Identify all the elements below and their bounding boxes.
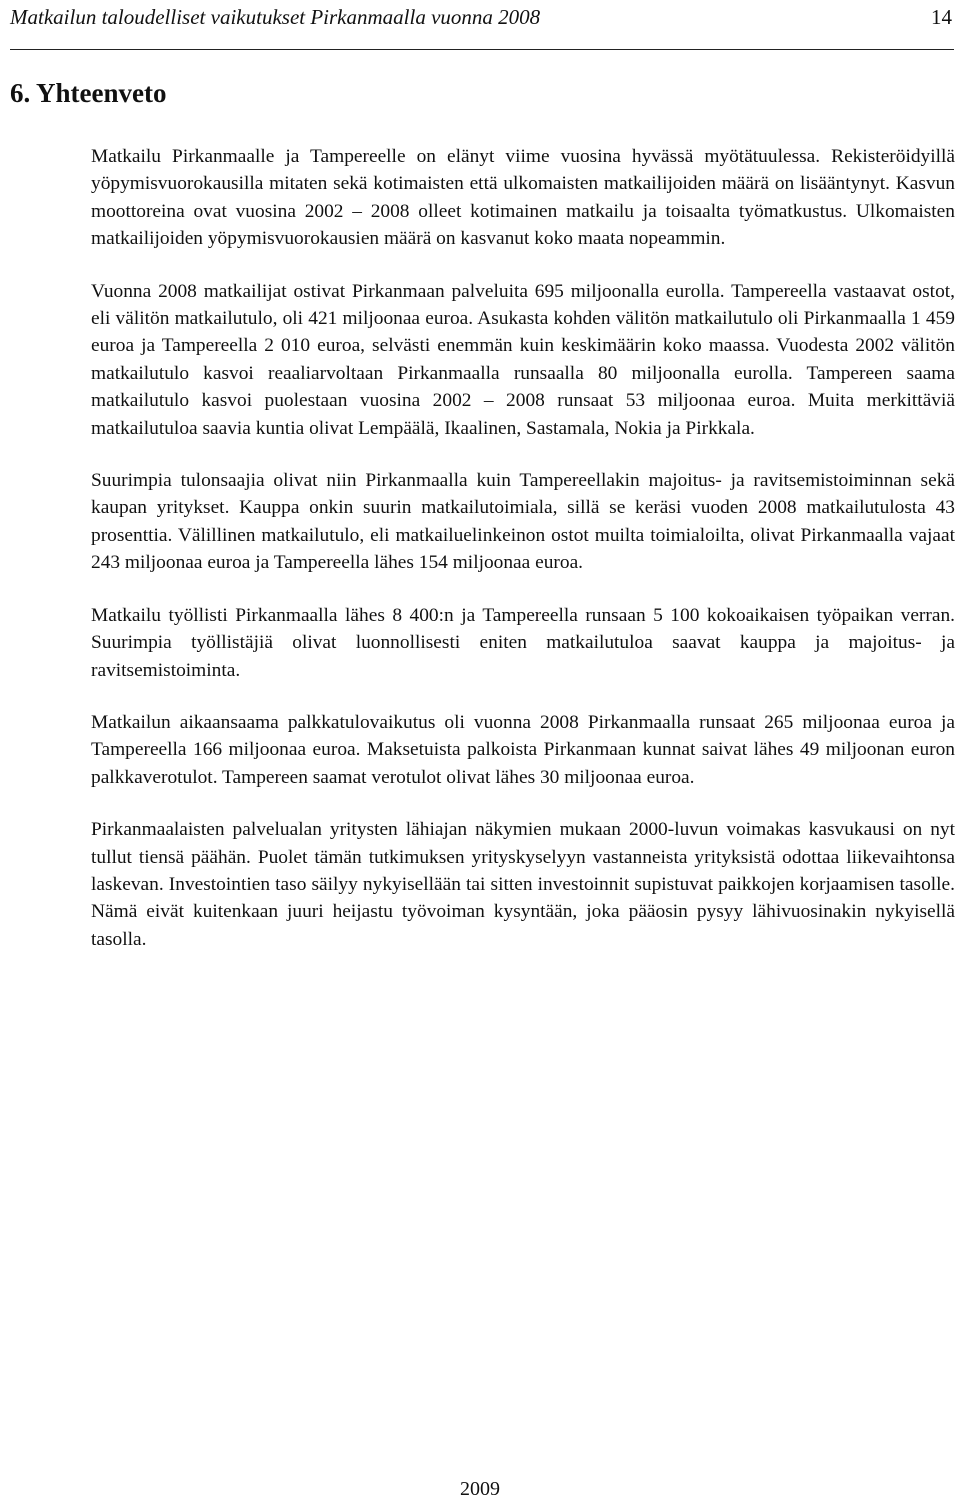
- paragraph: Matkailun aikaansaama palkkatulovaikutus oli vuonna 2008 Pirkanmaalla runsaat 265 miljoonaa euroa ja Tampereella 166 miljoonaa euroa. Maksetuista palkoista Pirkanmaan kunnat saivat lähes 49 miljoonan euron palkkaverotulot. Tampereen saamat verotulot olivat lähes 30 miljoonaa euroa.: [91, 711, 955, 788]
- body-text: [91, 143, 955, 978]
- running-header: [10, 2, 954, 50]
- paragraph: Suurimpia tulonsaajia olivat niin Pirkanmaalla kuin Tampereellakin majoitus- ja ravitsemistoiminnan sekä kaupan yritykset. Kauppa onkin suurin matkailutoimiala, sillä se keräsi vuoden 2008 matkailutulosta 43 prosenttia. Välillinen matkailutulo, eli matkailuelinkeinon ostot muilta toimialoilta, olivat Pirkanmaalla vajaat 243 miljoonaa euroa ja Tampereella lähes 154 miljoonaa euroa.: [91, 470, 955, 574]
- paragraph: Matkailu Pirkanmaalle ja Tampereelle on elänyt viime vuosina hyvässä myötätuulessa. Rekisteröidyillä yöpymisvuorokausilla mitaten sekä kotimaisten että ulkomaisten matkailijoiden määrä on lisääntynyt. Kasvun moottoreina ovat vuosina 2002 – 2008 olleet kotimainen matkailu ja toisaalta työmatkustus. Ulkomaisten matkailijoiden yöpymisvuorokausien määrä on kasvanut koko maata nopeammin.: [91, 146, 955, 250]
- footer-year: 2009: [460, 1478, 500, 1500]
- header-page-number: 14: [931, 5, 952, 29]
- paragraph: Vuonna 2008 matkailijat ostivat Pirkanmaan palveluita 695 miljoonalla eurolla. Tampereella vastaavat ostot, eli välitön matkailutulo, oli 421 miljoonaa euroa. Asukasta kohden välitön matkailutulo oli Pirkanmaalla 1 459 euroa ja Tampereella 2 010 euroa, selvästi enemmän kuin keskimäärin koko maassa. Vuodesta 2002 välitön matkailutulo kasvoi reaaliarvoltaan Pirkanmaalla runsaalla 80 miljoonalla eurolla. Tampereen saama matkailutulo kasvoi puolestaan vuosina 2002 – 2008 runsaat 53 miljoonaa euroa. Muita merkittäviä matkailutuloa saavia kuntia olivat Lempäälä, Ikaalinen, Sastamala, Nokia ja Pirkkala.: [91, 280, 955, 439]
- section-heading: 6. Yhteenveto: [10, 78, 167, 108]
- paragraph: Pirkanmaalaisten palvelualan yritysten lähiajan näkymien mukaan 2000-luvun voimakas kasvukausi on nyt tullut tiensä päähän. Puolet tämän tutkimuksen yrityskyselyyn vastanneista yrityksistä odottaa liikevaihtonsa laskevan. Investointien taso säilyy nykyisellään tai sitten investoinnit supistuvat paikkojen korjaamisen tasolle. Nämä eivät kuitenkaan juuri heijastu työvoiman kysyntään, joka pääosin pysyy lähivuosinakin nykyisellä tasolla.: [91, 819, 955, 950]
- header-title: Matkailun taloudelliset vaikutukset Pirkanmaalla vuonna 2008: [10, 5, 541, 29]
- paragraph: Matkailu työllisti Pirkanmaalla lähes 8 400:n ja Tampereella runsaan 5 100 kokoaikaisen työpaikan verran. Suurimpia työllistäjiä olivat luonnollisesti eniten matkailutuloa saavat kauppa ja majoitus- ja ravitsemistoiminta.: [91, 604, 955, 681]
